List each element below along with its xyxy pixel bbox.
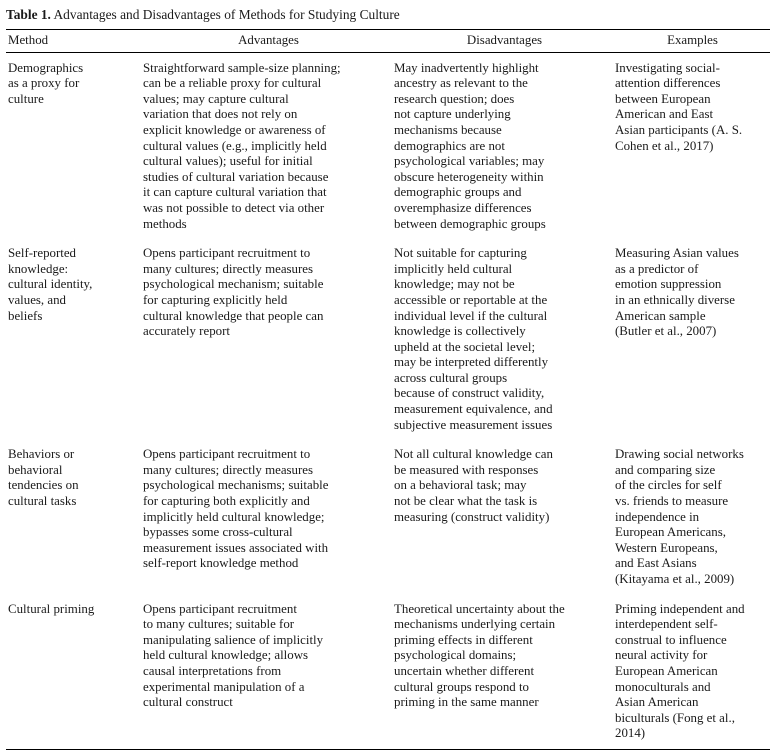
table-row-behaviors [6, 440, 770, 594]
header-advantages: Advantages [238, 33, 299, 47]
cell-method: Cultural priming [8, 601, 95, 616]
cell-advantages: Straightforward sample-size planning; can be a reliable proxy for cultural values; may capture cultural variation that does not rely on explicit knowledge or awareness of cultural values (e.g., implicitly held cultural values); useful for initial studies of cultural variation because it can capture cultural variation that was not possible to detect via other methods [143, 60, 341, 231]
table-title: Advantages and Disadvantages of Methods for Studying Culture [53, 7, 400, 22]
cell-advantages: Opens participant recruitment to many cultures; directly measures psychological mechanism; suitable for capturing explicitly held cultural knowledge that people can accurately report [143, 246, 324, 339]
cell-disadvantages: May inadvertently highlight ancestry as relevant to the research question; does not capture underlying mechanisms because demographics are not psychological variables; may obscure heterogeneity within demographic groups and overemphasize differences between demographic groups [394, 60, 546, 231]
cell-advantages: Opens participant recruitment to many cultures; suitable for manipulating salience of implicitly held cultural knowledge; allows causal interpretations from experimental manipulation of a cultural construct [143, 601, 324, 710]
table-caption [6, 6, 770, 23]
cell-method: Demographics as a proxy for culture [8, 60, 84, 106]
cell-examples: Investigating social- attention differences between European American and East Asian participants (A. S. Cohen et al., 2017) [615, 60, 743, 153]
cell-method: Self-reported knowledge: cultural identity, values, and beliefs [8, 246, 93, 323]
table-row-self-reported [6, 239, 770, 440]
cell-examples: Measuring Asian values as a predictor of emotion suppression in an ethnically diverse American sample (Butler et al., 2007) [615, 246, 739, 339]
table-label: Table 1. [6, 7, 51, 22]
methods-table [6, 29, 770, 750]
header-examples: Examples [667, 33, 718, 47]
header-method: Method [8, 33, 49, 47]
cell-examples: Drawing social networks and comparing size of the circles for self vs. friends to measure independence in European Americans, Western Europeans, and East Asians (Kitayama et al., 2009) [615, 447, 744, 586]
header-disadvantages: Disadvantages [466, 33, 543, 47]
cell-disadvantages: Not all cultural knowledge can be measured with responses on a behavioral task; may not be clear what the task is measuring (construct validity) [394, 447, 553, 524]
table-row-demographics [6, 52, 770, 239]
table-row-priming [6, 595, 770, 750]
cell-disadvantages: Theoretical uncertainty about the mechanisms underlying certain priming effects in different psychological domains; uncertain whether different cultural groups respond to priming in the same manner [394, 601, 565, 710]
cell-disadvantages: Not suitable for capturing implicitly held cultural knowledge; may not be accessible or reportable at the individual level if the cultural knowledge is collectively upheld at the societal level; may be interpreted differently across cultural groups because of construct validity, measurement equivalence, and subjective measurement issues [394, 246, 553, 432]
cell-advantages: Opens participant recruitment to many cultures; directly measures psychological mechanisms; suitable for capturing both explicitly and implicitly held cultural knowledge; bypasses some cross-cultural measurement issues associated with self-report knowledge method [143, 447, 329, 571]
cell-examples: Priming independent and interdependent self- construal to influence neural activity for European American monoculturals and Asian American biculturals (Fong et al., 2014) [615, 601, 745, 741]
cell-method: Behaviors or behavioral tendencies on cultural tasks [8, 447, 79, 509]
table-header-row [6, 30, 770, 53]
